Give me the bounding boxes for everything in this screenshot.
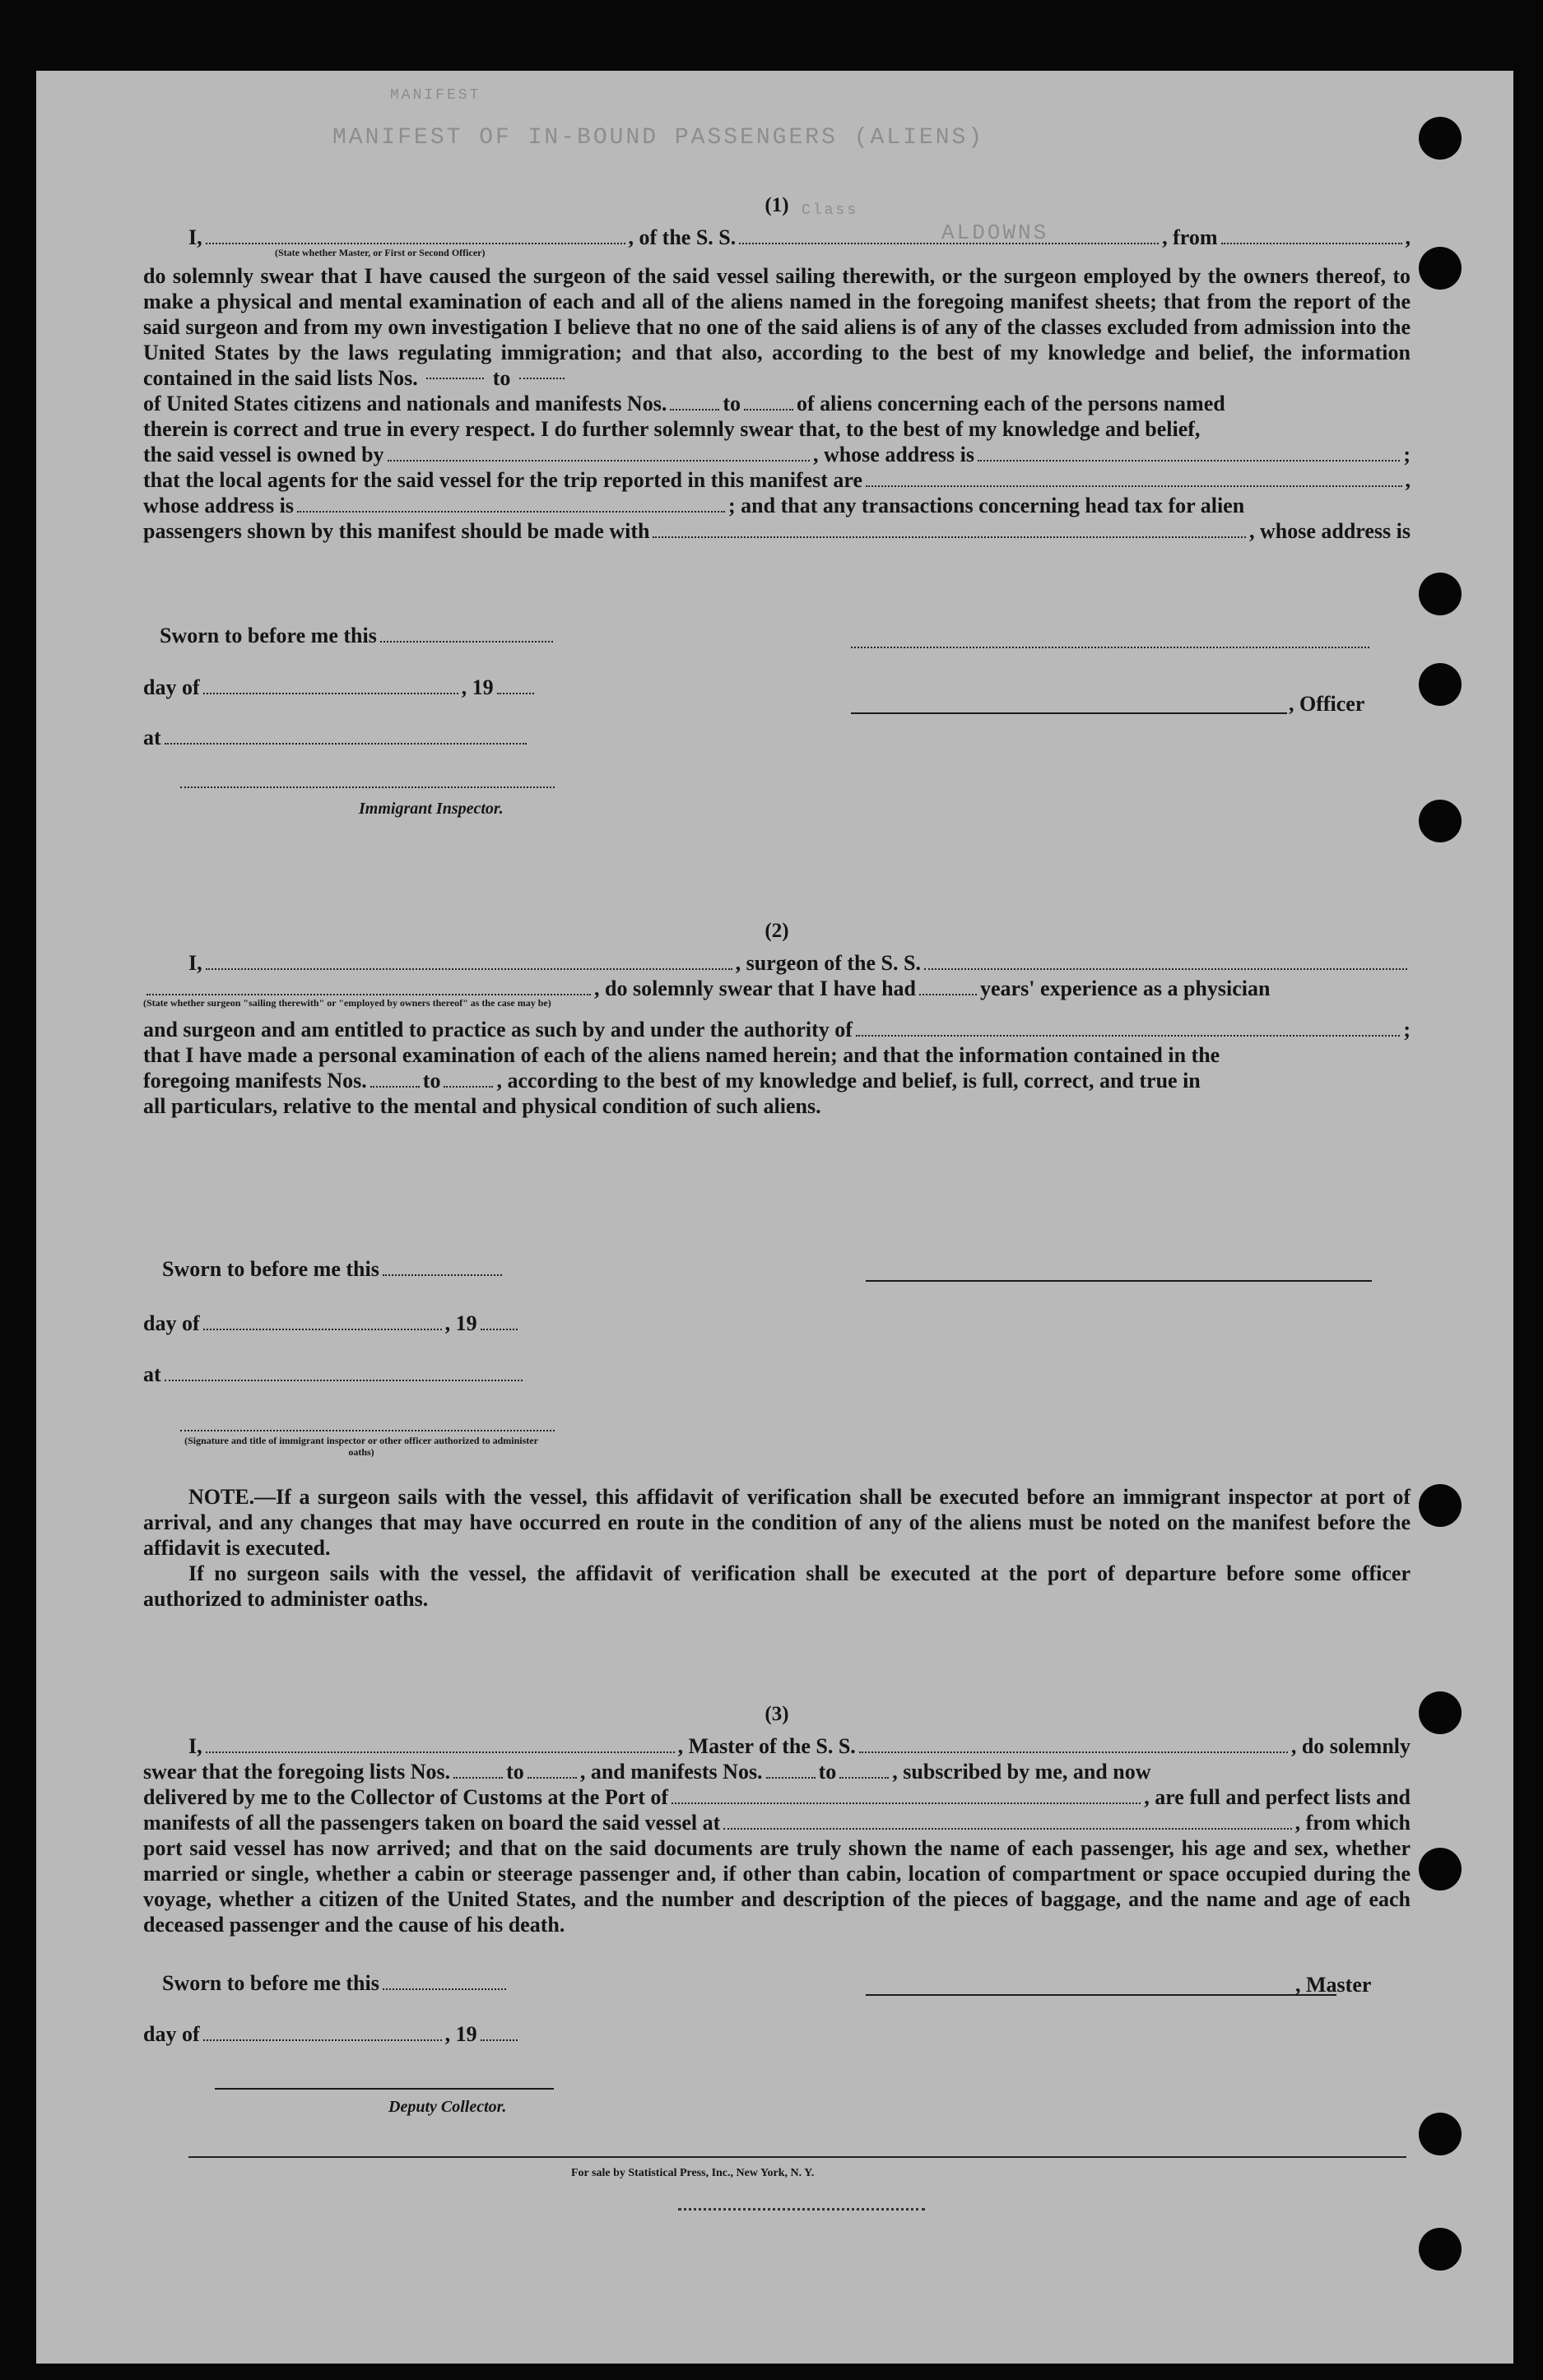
s2-line-2: , do solemnly swear that I have had years' experience as a physician [143,976,1411,1001]
s2-surgeon-sig-line[interactable] [866,1280,1372,1282]
s1-signer-label: Immigrant Inspector. [359,800,504,818]
manifests-from-field[interactable] [670,409,719,411]
binder-hole [1419,1848,1462,1891]
s3-oath-text: port said vessel has now arrived; and that on the said documents are truly shown the name of each passenger, his age and sex, whether married or single, whether a cabin or steerage passenger and, if other than cabin, location of compartment or space occupied during the voyage, whether a citizen of the United States, and the number and description of the pieces of baggage, and the name and age of each deceased passenger and the cause of his death. [143,1836,1411,1937]
binder-hole [1419,117,1462,160]
s1-line-1-note: (State whether Master, or First or Second Officer) [275,247,486,258]
s3-sworn: Sworn to before me this [162,1971,509,1996]
s1-officer-label: , Officer [1289,692,1365,716]
binder-hole [1419,573,1462,615]
s3-collector-sig-line[interactable] [215,2088,554,2090]
s1-line-b: of United States citizens and nationals and manifests Nos. to of aliens concerning each of the persons named [143,392,1225,415]
s2-line-5: foregoing manifests Nos. to , according to the best of my knowledge and belief, is full, correct, and true in [143,1069,1201,1093]
section-2-number: (2) [765,920,789,942]
section-1 [143,193,1411,544]
s3-line-4: manifests of all the passengers taken on board the said vessel at , from which [143,1811,1411,1835]
s2-at: at [143,1362,526,1387]
s1-at-field[interactable] [165,743,527,745]
section-1-number: (1) [765,194,789,216]
s3-lists-from-field[interactable] [453,1777,503,1779]
officer-rank-field[interactable] [206,243,625,244]
local-agents-field[interactable] [866,485,1401,487]
binder-hole [1419,800,1462,842]
s3-month-field[interactable] [203,2039,442,2041]
faint-stamp-class: Class [802,202,859,219]
s2-year-field[interactable] [481,1329,518,1330]
s3-vessel-field[interactable] [859,1751,1288,1753]
head-tax-contact-field[interactable] [653,536,1246,538]
s1-line-g: passengers shown by this manifest should be made with , whose address is [143,519,1411,543]
s3-line-1: I, , Master of the S. S. , do solemnly [188,1734,1411,1758]
owner-field[interactable] [388,460,810,462]
section-3 [143,1701,1411,1937]
s1-officer-sig-line[interactable] [851,712,1287,714]
s2-note [143,1484,1411,1612]
s1-line-e: that the local agents for the said vessel for the trip reported in this manifest are , [143,468,1411,492]
binder-hole [1419,2113,1462,2155]
s3-master-name-field[interactable] [206,1751,675,1753]
bottom-dotted-line [678,2208,925,2211]
s1-officer-sig-upper [851,647,1369,648]
footer-rule [188,2156,1406,2158]
s2-line-4: that I have made a personal examination of each of the aliens named herein; and that the information contained in the [143,1043,1220,1067]
s2-month-field[interactable] [203,1329,442,1330]
s1-inspector-sig-line[interactable] [180,786,555,788]
s1-day-of: day of , 19 [143,675,537,700]
s3-master-label: , Master [1295,1973,1372,1997]
s1-line-d: the said vessel is owned by , whose address is ; [143,443,1411,466]
vessel-name-field[interactable] [739,243,1159,244]
s3-day-of: day of , 19 [143,2022,521,2047]
s3-manifests-to-field[interactable] [839,1777,889,1779]
manifests-to-field[interactable] [744,409,793,411]
s2-at-field[interactable] [165,1380,523,1381]
s2-line-2-note: (State whether surgeon "sailing therewith" or "employed by owners thereof" as the case may be) [143,997,551,1009]
practice-authority-field[interactable] [856,1035,1400,1037]
owner-address-field[interactable] [978,460,1400,462]
faint-stamp-vessel: ALDOWNS [941,220,1049,245]
s1-sworn: Sworn to before me this [160,624,556,648]
s3-sworn-day-field[interactable] [383,1988,506,1990]
lists-to-field[interactable] [519,378,565,379]
s2-line-3: and surgeon and am entitled to practice as such by and under the authority of ; [143,1018,1411,1042]
s3-boarding-port-field[interactable] [723,1828,1291,1830]
s2-manifests-from-field[interactable] [370,1086,420,1088]
s3-year-field[interactable] [481,2039,518,2041]
faint-stamp-title: MANIFEST OF IN-BOUND PASSENGERS (ALIENS) [332,125,985,151]
s2-signer-label: (Signature and title of immigrant inspector or other officer authorized to administer oaths) [184,1435,538,1458]
s2-vessel-field[interactable] [924,968,1407,970]
s2-note-2: If no surgeon sails with the vessel, the affidavit of verification shall be executed at the port of departure before some officer authorized to administer oaths. [143,1561,1411,1611]
agents-address-field[interactable] [297,511,725,513]
s3-line-3: delivered by me to the Collector of Customs at the Port of , are full and perfect lists and [143,1785,1411,1809]
port-from-field[interactable] [1221,243,1402,244]
binder-hole [1419,247,1462,290]
s1-sworn-day-field[interactable] [380,641,553,643]
s1-line-1: I, , of the S. S. , from , [188,225,1411,249]
form-sheet [36,71,1513,2364]
s2-sworn: Sworn to before me this [162,1257,505,1282]
faint-stamp-manifest: MANIFEST [390,87,481,104]
s3-lists-to-field[interactable] [528,1777,577,1779]
s2-manifests-to-field[interactable] [444,1086,493,1088]
footer-imprint: For sale by Statistical Press, Inc., New York, N. Y. [571,2167,815,2179]
s1-year-field[interactable] [497,693,534,694]
s1-oath-text: do solemnly swear that I have caused the surgeon of the said vessel sailing therewith, or the surgeon employed by the owners thereof, to make a physical and mental examination of each and all of the aliens named in the foregoing manifest sheets; that from the report of the said surgeon and from my own investigation I believe that no one of the said aliens is of any of the classes excluded from admission into the United States by the laws regulating immigration; and that also, according to the best of my knowledge and belief, the information contained in the said lists Nos. to [143,264,1411,390]
s3-port-field[interactable] [672,1802,1141,1804]
binder-hole [1419,1484,1462,1527]
s3-master-sig-line[interactable] [866,1994,1336,1996]
surgeon-status-field[interactable] [146,994,591,995]
binder-hole [1419,2228,1462,2271]
s2-inspector-sig-line[interactable] [180,1430,555,1431]
s1-line-f: whose address is ; and that any transactions concerning head tax for alien [143,494,1245,517]
s2-note-1: NOTE.—If a surgeon sails with the vessel, this affidavit of verification shall be executed before an immigrant inspector at port of arrival, and any changes that may have occurred en route in the condition of any of the aliens must be noted on the manifest before the affidavit is executed. [143,1485,1411,1560]
lists-from-field[interactable] [426,378,484,379]
s3-signer-label: Deputy Collector. [388,2098,507,2116]
s1-at: at [143,726,530,750]
s2-day-of: day of , 19 [143,1311,521,1336]
binder-hole [1419,1691,1462,1734]
s3-line-2: swear that the foregoing lists Nos. to , and manifests Nos. to , subscribed by me, and now [143,1760,1151,1784]
surgeon-name-field[interactable] [206,968,732,970]
s1-line-c: therein is correct and true in every respect. I do further solemnly swear that, to the best of my knowledge and belief, [143,417,1201,441]
s2-sworn-day-field[interactable] [383,1274,502,1276]
section-3-number: (3) [765,1703,789,1725]
binder-hole [1419,663,1462,706]
s2-line-6: all particulars, relative to the mental and physical condition of such aliens. [143,1094,821,1118]
s1-month-field[interactable] [203,693,458,694]
s2-line-1: I, , surgeon of the S. S. [143,950,1411,976]
s3-manifests-from-field[interactable] [766,1777,816,1779]
section-2 [143,918,1411,1119]
years-experience-field[interactable] [919,994,977,995]
